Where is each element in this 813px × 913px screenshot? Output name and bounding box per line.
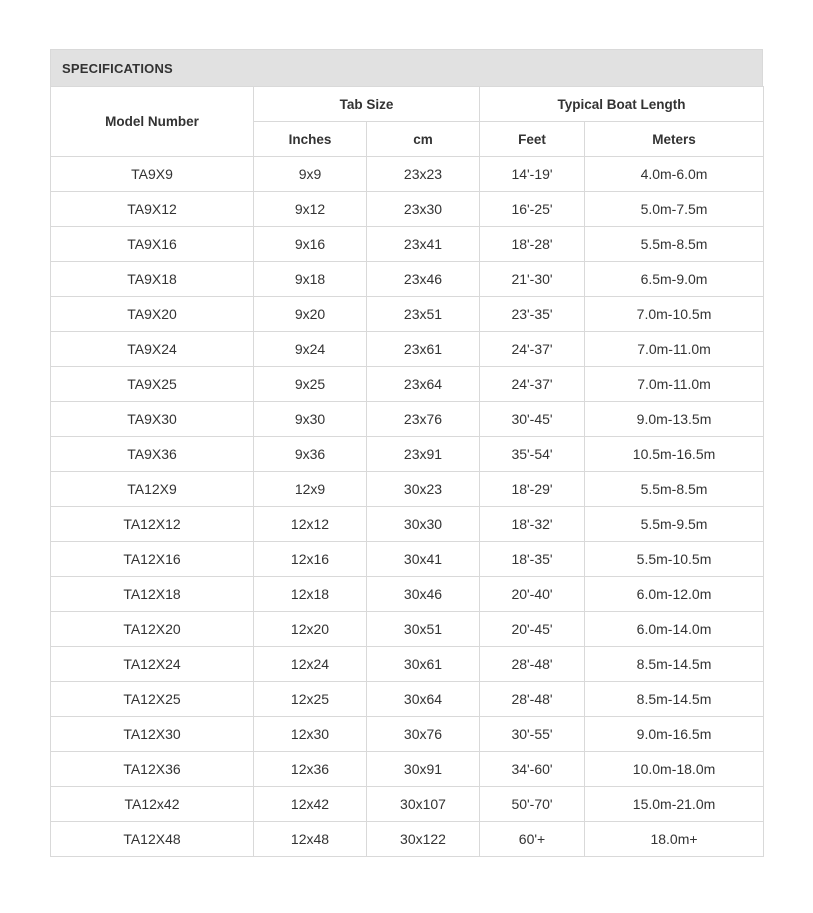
- table-row: [51, 192, 764, 227]
- table-row: [51, 717, 764, 752]
- cell-feet: 60'+: [480, 822, 585, 857]
- cell-inches: 9x30: [254, 402, 367, 437]
- table-header: [51, 87, 764, 157]
- cell-meters: 8.5m-14.5m: [585, 647, 764, 682]
- cell-meters: 9.0m-13.5m: [585, 402, 764, 437]
- cell-inches: 12x18: [254, 577, 367, 612]
- cell-cm: 30x46: [367, 577, 480, 612]
- specifications-panel: [50, 49, 763, 857]
- cell-feet: 24'-37': [480, 332, 585, 367]
- cell-model-number: TA9X30: [51, 402, 254, 437]
- section-title: SPECIFICATIONS: [50, 49, 763, 86]
- cell-cm: 23x51: [367, 297, 480, 332]
- cell-model-number: TA9X16: [51, 227, 254, 262]
- specifications-table: [50, 86, 764, 857]
- cell-inches: 12x25: [254, 682, 367, 717]
- cell-cm: 30x122: [367, 822, 480, 857]
- cell-cm: 23x23: [367, 157, 480, 192]
- cell-cm: 30x64: [367, 682, 480, 717]
- cell-meters: 5.5m-10.5m: [585, 542, 764, 577]
- cell-feet: 18'-35': [480, 542, 585, 577]
- cell-model-number: TA9X24: [51, 332, 254, 367]
- cell-inches: 9x25: [254, 367, 367, 402]
- cell-feet: 16'-25': [480, 192, 585, 227]
- table-row: [51, 542, 764, 577]
- cell-inches: 9x20: [254, 297, 367, 332]
- cell-model-number: TA9X9: [51, 157, 254, 192]
- cell-meters: 5.0m-7.5m: [585, 192, 764, 227]
- cell-cm: 23x41: [367, 227, 480, 262]
- cell-feet: 20'-45': [480, 612, 585, 647]
- cell-meters: 6.5m-9.0m: [585, 262, 764, 297]
- cell-meters: 10.5m-16.5m: [585, 437, 764, 472]
- table-body: [51, 157, 764, 857]
- cell-inches: 9x24: [254, 332, 367, 367]
- table-row: [51, 682, 764, 717]
- cell-cm: 30x76: [367, 717, 480, 752]
- cell-inches: 12x12: [254, 507, 367, 542]
- cell-meters: 5.5m-8.5m: [585, 227, 764, 262]
- cell-inches: 9x12: [254, 192, 367, 227]
- cell-model-number: TA9X18: [51, 262, 254, 297]
- cell-feet: 20'-40': [480, 577, 585, 612]
- header-row-top: [51, 87, 764, 122]
- cell-cm: 30x41: [367, 542, 480, 577]
- cell-meters: 8.5m-14.5m: [585, 682, 764, 717]
- cell-meters: 7.0m-11.0m: [585, 332, 764, 367]
- cell-meters: 18.0m+: [585, 822, 764, 857]
- cell-cm: 30x30: [367, 507, 480, 542]
- cell-model-number: TA9X20: [51, 297, 254, 332]
- table-row: [51, 787, 764, 822]
- cell-feet: 14'-19': [480, 157, 585, 192]
- cell-cm: 23x46: [367, 262, 480, 297]
- cell-model-number: TA12X36: [51, 752, 254, 787]
- cell-feet: 28'-48': [480, 682, 585, 717]
- cell-inches: 12x48: [254, 822, 367, 857]
- table-row: [51, 367, 764, 402]
- cell-meters: 7.0m-11.0m: [585, 367, 764, 402]
- cell-meters: 5.5m-9.5m: [585, 507, 764, 542]
- cell-meters: 7.0m-10.5m: [585, 297, 764, 332]
- cell-feet: 24'-37': [480, 367, 585, 402]
- cell-feet: 18'-28': [480, 227, 585, 262]
- cell-model-number: TA12x42: [51, 787, 254, 822]
- cell-cm: 23x64: [367, 367, 480, 402]
- cell-cm: 30x107: [367, 787, 480, 822]
- table-row: [51, 297, 764, 332]
- table-row: [51, 157, 764, 192]
- cell-model-number: TA9X25: [51, 367, 254, 402]
- cell-model-number: TA12X9: [51, 472, 254, 507]
- cell-cm: 30x51: [367, 612, 480, 647]
- header-inches: Inches: [254, 122, 367, 157]
- table-row: [51, 822, 764, 857]
- cell-model-number: TA12X12: [51, 507, 254, 542]
- cell-cm: 23x91: [367, 437, 480, 472]
- header-typical-boat-length: Typical Boat Length: [480, 87, 764, 122]
- table-row: [51, 647, 764, 682]
- header-tab-size: Tab Size: [254, 87, 480, 122]
- cell-model-number: TA12X16: [51, 542, 254, 577]
- table-row: [51, 612, 764, 647]
- cell-feet: 34'-60': [480, 752, 585, 787]
- table-row: [51, 332, 764, 367]
- cell-feet: 18'-32': [480, 507, 585, 542]
- cell-model-number: TA9X12: [51, 192, 254, 227]
- cell-inches: 12x16: [254, 542, 367, 577]
- cell-cm: 30x91: [367, 752, 480, 787]
- cell-meters: 6.0m-12.0m: [585, 577, 764, 612]
- cell-feet: 35'-54': [480, 437, 585, 472]
- table-row: [51, 227, 764, 262]
- cell-cm: 23x30: [367, 192, 480, 227]
- cell-inches: 12x30: [254, 717, 367, 752]
- header-feet: Feet: [480, 122, 585, 157]
- cell-model-number: TA12X24: [51, 647, 254, 682]
- cell-model-number: TA12X30: [51, 717, 254, 752]
- cell-feet: 30'-45': [480, 402, 585, 437]
- cell-inches: 9x9: [254, 157, 367, 192]
- header-meters: Meters: [585, 122, 764, 157]
- table-row: [51, 262, 764, 297]
- cell-model-number: TA12X25: [51, 682, 254, 717]
- cell-meters: 10.0m-18.0m: [585, 752, 764, 787]
- table-row: [51, 472, 764, 507]
- cell-meters: 9.0m-16.5m: [585, 717, 764, 752]
- cell-cm: 30x23: [367, 472, 480, 507]
- cell-inches: 9x18: [254, 262, 367, 297]
- cell-cm: 23x61: [367, 332, 480, 367]
- table-row: [51, 577, 764, 612]
- cell-feet: 21'-30': [480, 262, 585, 297]
- header-cm: cm: [367, 122, 480, 157]
- table-row: [51, 507, 764, 542]
- cell-inches: 12x9: [254, 472, 367, 507]
- cell-cm: 23x76: [367, 402, 480, 437]
- cell-meters: 15.0m-21.0m: [585, 787, 764, 822]
- cell-model-number: TA9X36: [51, 437, 254, 472]
- cell-model-number: TA12X48: [51, 822, 254, 857]
- cell-feet: 50'-70': [480, 787, 585, 822]
- header-model-number: Model Number: [51, 87, 254, 157]
- cell-feet: 18'-29': [480, 472, 585, 507]
- table-row: [51, 752, 764, 787]
- cell-inches: 9x36: [254, 437, 367, 472]
- cell-cm: 30x61: [367, 647, 480, 682]
- cell-model-number: TA12X20: [51, 612, 254, 647]
- cell-inches: 9x16: [254, 227, 367, 262]
- cell-meters: 5.5m-8.5m: [585, 472, 764, 507]
- cell-feet: 28'-48': [480, 647, 585, 682]
- table-row: [51, 437, 764, 472]
- cell-meters: 6.0m-14.0m: [585, 612, 764, 647]
- table-row: [51, 402, 764, 437]
- cell-meters: 4.0m-6.0m: [585, 157, 764, 192]
- cell-feet: 23'-35': [480, 297, 585, 332]
- cell-model-number: TA12X18: [51, 577, 254, 612]
- cell-feet: 30'-55': [480, 717, 585, 752]
- cell-inches: 12x42: [254, 787, 367, 822]
- cell-inches: 12x36: [254, 752, 367, 787]
- cell-inches: 12x20: [254, 612, 367, 647]
- cell-inches: 12x24: [254, 647, 367, 682]
